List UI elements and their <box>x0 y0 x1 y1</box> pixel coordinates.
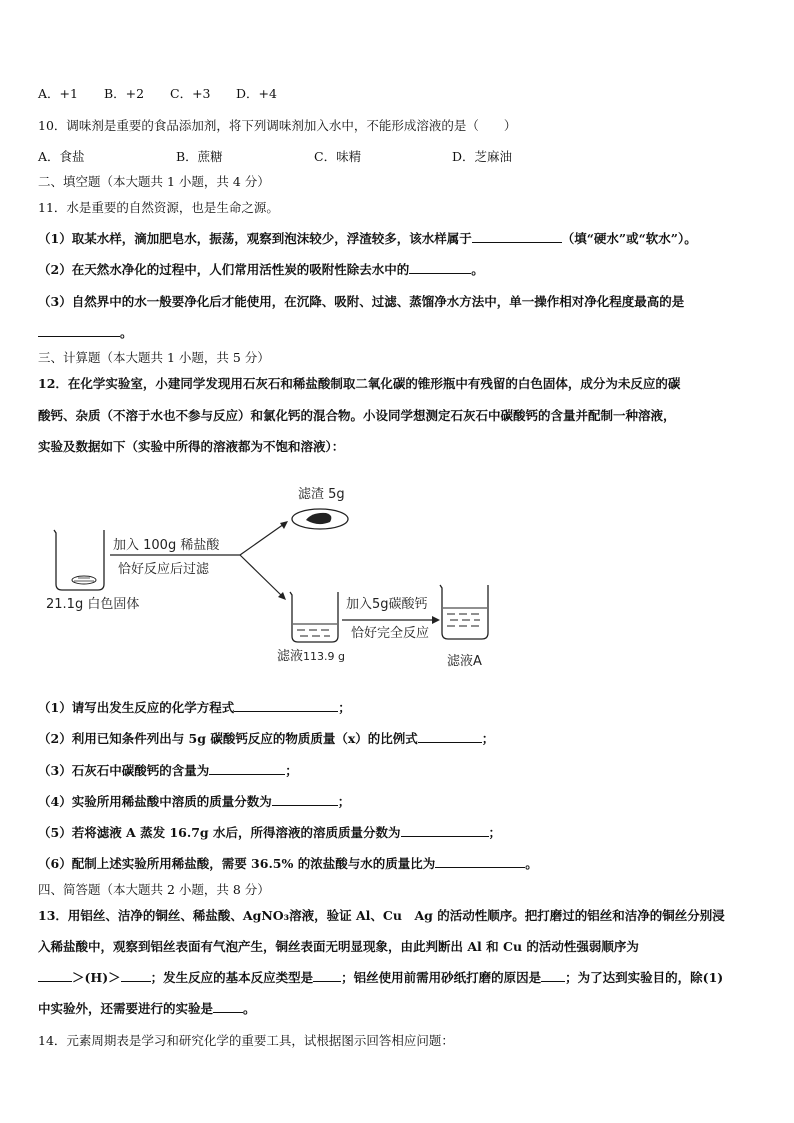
section-2-heading: 二、填空题（本大题共 1 小题，共 4 分） <box>38 174 270 189</box>
diagram-solid-label: 21.1g 白色固体 <box>46 597 140 612</box>
q12-sub-3-end: ； <box>285 763 298 778</box>
diagram-step2-line2: 恰好完全反应 <box>351 626 430 641</box>
q13-order-text: ＞(H)＞ <box>72 970 121 985</box>
section-4-heading: 四、简答题（本大题共 2 小题，共 8 分） <box>38 882 270 897</box>
q12-sub-1-text: （1）请写出发生反应的化学方程式 <box>38 700 235 715</box>
q13-blank-3[interactable] <box>313 969 341 982</box>
diagram-filtrate-label <box>277 648 345 664</box>
q14-stem: 14．元素周期表是学习和研究化学的重要工具，试根据图示回答相应问题： <box>38 1033 454 1048</box>
q12-blank-6[interactable] <box>435 855 525 868</box>
q12-sub-2-text: （2）利用已知条件列出与 5g 碳酸钙反应的物质质量（x）的比例式 <box>38 731 418 746</box>
q11-part2-end: 。 <box>471 262 484 277</box>
q13-polish-reason-text: ；铝丝使用前需用砂纸打磨的原因是 <box>341 970 542 985</box>
q13-blank-5[interactable] <box>213 1000 243 1013</box>
q12-sub-3 <box>38 761 298 779</box>
q10-option-b: B．蔗糖 <box>176 149 223 164</box>
q13-line-1: 13．用铝丝、洁净的铜丝、稀盐酸、AgNO₃溶液，验证 Al、Cu Ag 的活动性顺序。把打磨过的铝丝和洁净的铜丝分别浸 <box>38 908 725 923</box>
arrow-1 <box>110 521 288 600</box>
q13-line-4-end: 。 <box>243 1001 256 1016</box>
q12-blank-2[interactable] <box>418 730 482 743</box>
q12-sub-1-end: ； <box>338 700 351 715</box>
q12-blank-5[interactable] <box>401 824 489 837</box>
q12-sub-1 <box>38 698 351 716</box>
experiment-diagram <box>0 470 794 675</box>
q9-option-d: D．+4 <box>236 86 277 101</box>
q11-part3-end: 。 <box>120 325 133 340</box>
q11-part1 <box>38 229 697 247</box>
q12-sub-4 <box>38 792 350 810</box>
q10-options <box>38 147 512 165</box>
q9-option-b: B．+2 <box>104 86 145 101</box>
diagram-step1-line2: 恰好反应后过滤 <box>118 562 210 577</box>
q12-blank-1[interactable] <box>234 699 338 712</box>
q11-part2 <box>38 260 484 278</box>
q10-option-a: A．食盐 <box>38 149 85 164</box>
diagram-filtrate-mass: 113.9 g <box>303 650 345 663</box>
q13-blank-1[interactable] <box>38 969 72 982</box>
q12-line-3: 实验及数据如下（实验中所得的溶液都为不饱和溶液）： <box>38 439 345 454</box>
q11-blank-2[interactable] <box>409 261 471 274</box>
diagram-filtrate-name: 滤液 <box>277 649 304 664</box>
section-3-heading: 三、计算题（本大题共 1 小题，共 5 分） <box>38 350 270 365</box>
diagram-step2-line1: 加入5g碳酸钙 <box>346 597 428 612</box>
q11-stem: 11．水是重要的自然资源，也是生命之源。 <box>38 200 279 215</box>
q12-sub-4-end: ； <box>337 794 351 809</box>
diagram-filtrate-a-label: 滤液A <box>447 654 482 669</box>
q12-sub-5-text: （5）若将滤液 A 蒸发 16.7g 水后，所得溶液的溶质质量分数为 <box>38 825 401 840</box>
arrow-2 <box>342 616 440 624</box>
q13-line-2: 入稀盐酸中，观察到铝丝表面有气泡产生，铜丝表面无明显现象，由此判断出 Al 和 Cu 的活动性强弱顺序为 <box>38 939 639 954</box>
beaker-2 <box>290 592 338 642</box>
q13-blank-4[interactable] <box>541 969 565 982</box>
q11-blank-1[interactable] <box>472 230 562 243</box>
q10-option-c: C．味精 <box>314 149 362 164</box>
q12-sub-6-end: 。 <box>525 856 538 871</box>
q11-blank-3[interactable] <box>38 324 120 337</box>
q13-line-4-text: 中实验外，还需要进行的实验是 <box>38 1001 214 1016</box>
q11-part1-hint: （填“硬水”或“软水”）。 <box>561 231 697 246</box>
q12-sub-5-end: ； <box>488 825 502 840</box>
q12-sub-6 <box>38 854 538 872</box>
beaker-1 <box>54 530 104 590</box>
residue-dish <box>292 509 348 529</box>
q13-line-3 <box>38 968 723 986</box>
q12-line-2: 酸钙、杂质（不溶于水也不参与反应）和氯化钙的混合物。小设同学想测定石灰石中碳酸钙的含量并配制一种溶液， <box>38 408 676 423</box>
q10-option-d: D．芝麻油 <box>452 149 513 164</box>
q10-stem: 10．调味剂是重要的食品添加剂，将下列调味剂加入水中，不能形成溶液的是（ ） <box>38 118 517 133</box>
diagram-residue-label: 滤渣 5g <box>298 487 345 502</box>
q9-option-a: A．+1 <box>38 86 78 101</box>
q12-blank-3[interactable] <box>209 762 285 775</box>
q13-extra-text: ；为了达到实验目的，除(1) <box>565 970 724 985</box>
q12-sub-4-text: （4）实验所用稀盐酸中溶质的质量分数为 <box>38 794 272 809</box>
q11-part1-text: （1）取某水样，滴加肥皂水，振荡，观察到泡沫较少，浮渣较多，该水样属于 <box>38 231 472 246</box>
q12-blank-4[interactable] <box>272 793 338 806</box>
q9-options <box>38 84 277 102</box>
q12-line-1: 12．在化学实验室，小建同学发现用石灰石和稀盐酸制取二氧化碳的锥形瓶中有残留的白色固体，成分为未反应的碳 <box>38 376 681 391</box>
q13-blank-2[interactable] <box>121 969 151 982</box>
q11-part3-answer <box>38 323 133 341</box>
q11-part3: （3）自然界中的水一般要净化后才能使用，在沉降、吸附、过滤、蒸馏净水方法中，单一操作相对净化程度最高的是 <box>38 294 685 309</box>
q12-sub-2-end: ； <box>481 731 495 746</box>
q13-reaction-type-text: ；发生反应的基本反应类型是 <box>150 970 314 985</box>
diagram-step1-line1: 加入 100g 稀盐酸 <box>113 538 220 553</box>
q12-sub-3-text: （3）石灰石中碳酸钙的含量为 <box>38 763 210 778</box>
q9-option-c: C．+3 <box>170 86 211 101</box>
beaker-3 <box>440 585 488 639</box>
q11-part2-text: （2）在天然水净化的过程中，人们常用活性炭的吸附性除去水中的 <box>38 262 410 277</box>
q13-line-4 <box>38 999 256 1017</box>
q12-sub-2 <box>38 729 494 747</box>
q12-sub-5 <box>38 823 501 841</box>
q12-sub-6-text: （6）配制上述实验所用稀盐酸，需要 36.5% 的浓盐酸与水的质量比为 <box>38 856 436 871</box>
